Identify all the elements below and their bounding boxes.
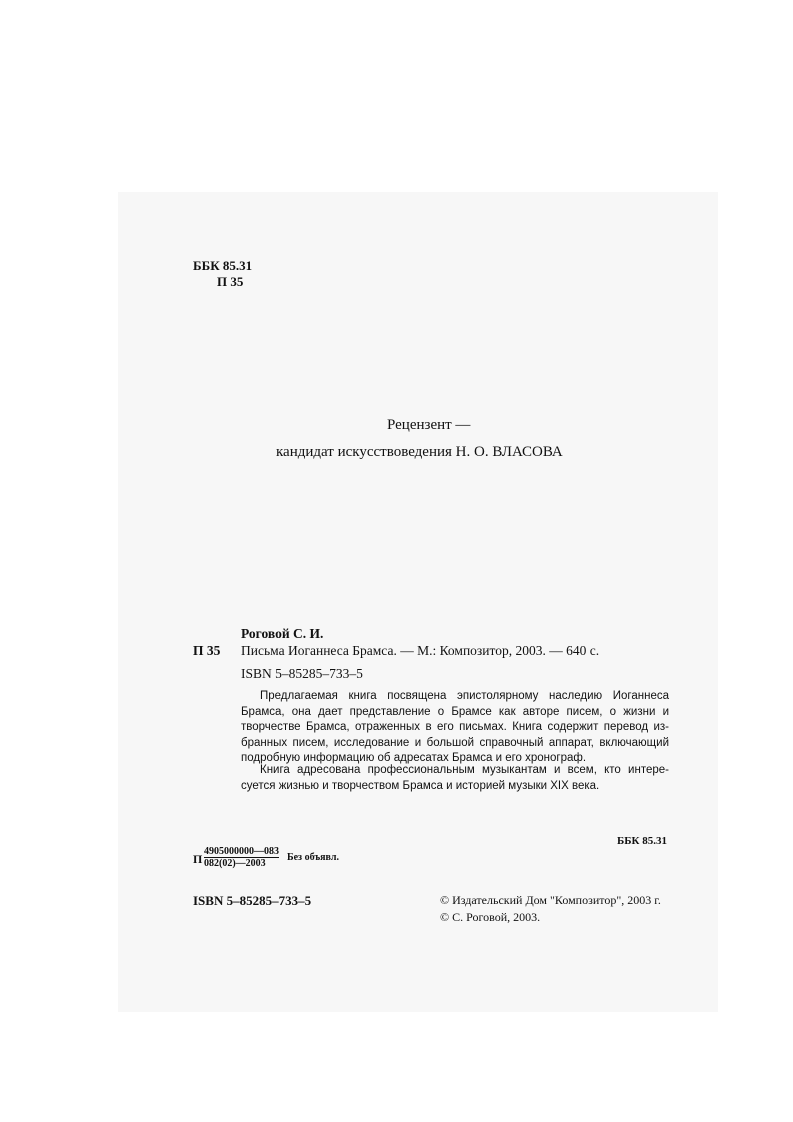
card-isbn: ISBN 5–85285–733–5 xyxy=(241,666,363,681)
imprint-isbn: ISBN 5–85285–733–5 xyxy=(193,893,312,908)
page-background xyxy=(118,192,718,1012)
card-author: Роговой С. И. xyxy=(241,626,324,641)
card-author-mark: П 35 xyxy=(193,643,221,658)
card-audience xyxy=(241,763,669,794)
annotation-line: творчестве Брамса, отраженных в его письмах. Книга содержит перевод из- xyxy=(241,721,669,733)
card-annotation xyxy=(241,689,669,767)
fraction-note: Без объявл. xyxy=(287,852,339,863)
bbk-code: ББК 85.31 xyxy=(193,258,253,273)
reviewer-name: кандидат искусствоведения Н. О. ВЛАСОВА xyxy=(276,444,563,460)
annotation-line: бранных писем, исследование и большой справочный аппарат, включающий xyxy=(241,736,669,749)
annotation-line: подробную информацию об адресатах Брамса и его хронограф. xyxy=(241,752,587,764)
fraction-denominator: 082(02)—2003 xyxy=(204,858,266,869)
imprint-bbk: ББК 85.31 xyxy=(617,835,668,847)
audience-line: Книга адресована профессиональным музыкантам и всем, кто интере- xyxy=(260,764,669,776)
author-mark: П 35 xyxy=(217,274,244,289)
price-fraction xyxy=(204,846,279,869)
fraction-prefix: П xyxy=(193,852,203,866)
annotation-line: Брамса, она дает представление о Брамсе как авторе писем, о жизни и xyxy=(241,705,669,718)
card-title-line: Письма Иоганнеса Брамса. — М.: Композитор, 2003. — 640 с. xyxy=(241,643,600,658)
annotation-line: Предлагаемая книга посвящена эпистолярному наследию Иоганнеса xyxy=(260,690,669,702)
copyright-author: © С. Роговой, 2003. xyxy=(440,910,541,924)
audience-line: суется жизнью и творчеством Брамса и историей музыки XIX века. xyxy=(241,779,600,792)
reviewer-heading: Рецензент — xyxy=(387,417,471,433)
copyright-publisher: © Издательский Дом "Композитор", 2003 г. xyxy=(440,893,661,907)
fraction-numerator: 4905000000—083 xyxy=(204,846,279,857)
